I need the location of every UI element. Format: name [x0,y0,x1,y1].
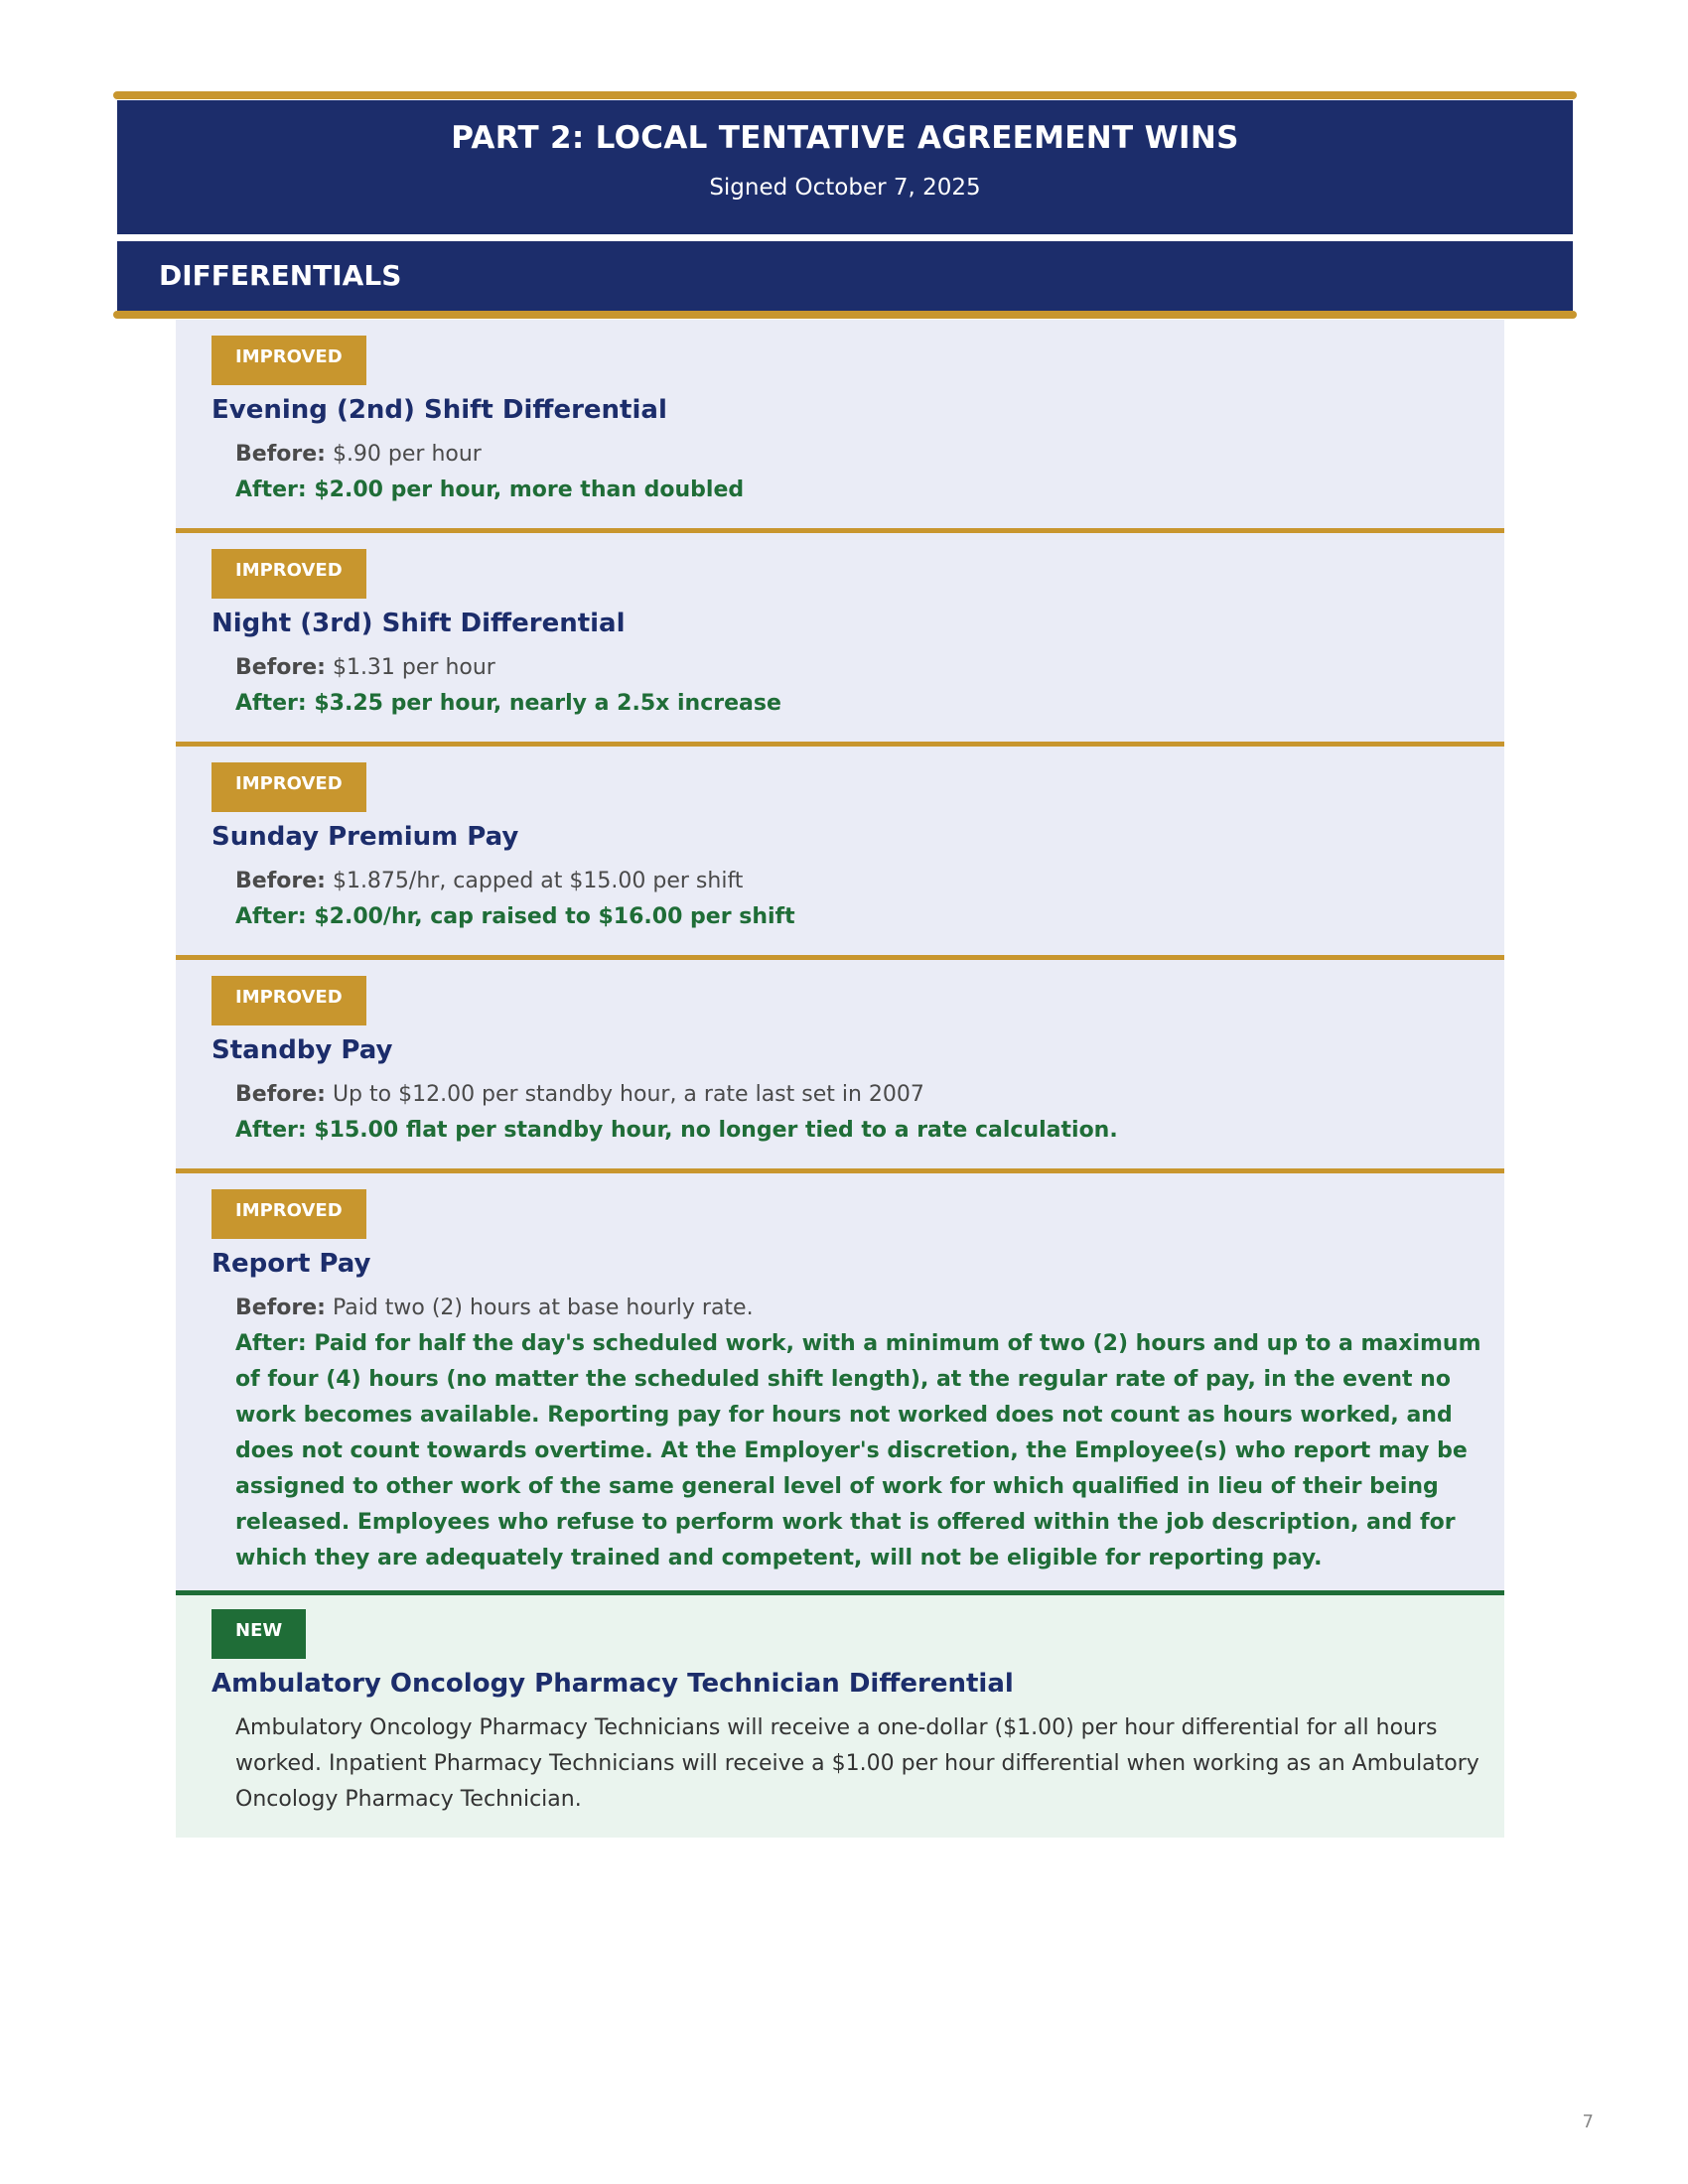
after-line: After: Paid for half the day's scheduled work, with a minimum of two (2) hours and up to a maximum of four (4) hours (no matter the scheduled shift length), at the regular rate of pay, in the event no work becomes available. Reporting pay for hours not worked does not count as hours worked, and does not count towards overtime. At the Employer's discretion, the Employee(s) who report may be assigned to other work of the same general level of work for which qualified in lieu of their being released. Employees who refuse to perform work that is offered within the job description, and for which they are adequately trained and competent, will not be eligible for reporting pay. [235,1331,1481,1570]
differential-item [176,1173,1504,1595]
item-title: Night (3rd) Shift Differential [211,609,626,638]
item-body [235,650,1482,722]
item-title: Evening (2nd) Shift Differential [211,395,667,425]
item-title: Ambulatory Oncology Pharmacy Technician Differential [211,1669,1014,1699]
before-value: $1.31 per hour [325,655,495,680]
before-line [235,437,1482,473]
item-body [235,1291,1482,1576]
differential-item [176,320,1504,533]
item-body [235,1710,1482,1818]
status-badge: IMPROVED [211,976,366,1025]
before-label: Before: [235,1082,326,1107]
status-badge: IMPROVED [211,762,366,812]
header-banner [117,100,1573,234]
status-badge: IMPROVED [211,336,366,385]
new-badge: NEW [211,1609,306,1659]
page-subtitle: Signed October 7, 2025 [709,175,981,201]
before-line [235,650,1482,686]
before-label: Before: [235,1296,326,1320]
before-line [235,1077,1482,1113]
after-line: After: $3.25 per hour, nearly a 2.5x increase [235,691,781,716]
before-label: Before: [235,869,326,893]
item-title: Sunday Premium Pay [211,822,519,852]
differentials-list [176,320,1504,1838]
after-line: After: $2.00 per hour, more than doubled [235,478,745,502]
item-body [235,437,1482,508]
item-description: Ambulatory Oncology Pharmacy Technicians will receive a one-dollar ($1.00) per hour differential for all hours worked. Inpatient Pharmacy Technicians will receive a $1.00 per hour differential when working as an Ambulatory Oncology Pharmacy Technician. [235,1715,1479,1812]
new-differential-item [176,1595,1504,1838]
after-line: After: $15.00 flat per standby hour, no longer tied to a rate calculation. [235,1118,1118,1143]
section-banner [117,241,1573,311]
before-line [235,1291,1482,1326]
differential-item [176,960,1504,1173]
before-value: Paid two (2) hours at base hourly rate. [325,1296,754,1320]
before-label: Before: [235,442,326,467]
before-label: Before: [235,655,326,680]
section-bottom-rule [113,311,1577,319]
item-body [235,864,1482,935]
section-title: DIFFERENTIALS [159,259,402,292]
status-badge: IMPROVED [211,549,366,599]
before-value: $.90 per hour [325,442,482,467]
page-title: PART 2: LOCAL TENTATIVE AGREEMENT WINS [451,120,1239,156]
page-number: 7 [1582,2112,1594,2132]
item-body [235,1077,1482,1149]
header-top-rule [113,91,1577,99]
differential-item [176,747,1504,960]
before-line [235,864,1482,899]
status-badge: IMPROVED [211,1189,366,1239]
after-line: After: $2.00/hr, cap raised to $16.00 per shift [235,904,795,929]
item-title: Report Pay [211,1249,371,1279]
before-value: Up to $12.00 per standby hour, a rate last set in 2007 [325,1082,924,1107]
item-title: Standby Pay [211,1035,393,1065]
differential-item [176,533,1504,747]
before-value: $1.875/hr, capped at $15.00 per shift [325,869,744,893]
